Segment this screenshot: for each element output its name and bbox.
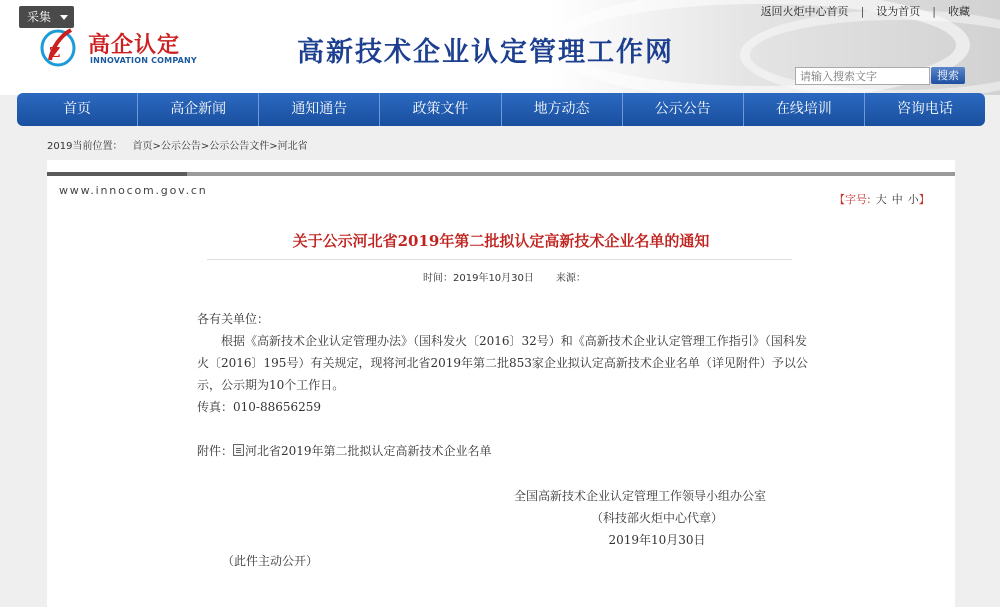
breadcrumb-separator: > bbox=[269, 141, 278, 152]
link-bookmark[interactable]: 收藏 bbox=[948, 5, 970, 18]
attachment bbox=[197, 442, 492, 459]
logo-text: 高企认定 bbox=[88, 33, 181, 58]
article-meta bbox=[423, 269, 586, 284]
fax-line: 传真：010-88656259 bbox=[197, 400, 322, 414]
signature-block bbox=[507, 485, 807, 551]
main-nav bbox=[17, 93, 985, 126]
breadcrumb-notice-files[interactable]: 公示公告文件 bbox=[209, 141, 270, 152]
breadcrumb-home[interactable]: 首页 bbox=[132, 141, 153, 152]
top-links bbox=[761, 3, 970, 19]
link-set-homepage[interactable]: 设为首页 bbox=[876, 5, 921, 18]
breadcrumb-hebei[interactable]: 河北省 bbox=[277, 141, 308, 152]
site-title: 高新技术企业认定管理工作网 bbox=[297, 37, 674, 68]
article-time: 时间：2019年10月30日 bbox=[423, 273, 534, 284]
sign-organization: 全国高新技术企业认定管理工作领导小组办公室 bbox=[514, 489, 767, 503]
article-title: 关于公示河北省2019年第二批拟认定高新技术企业名单的通知 bbox=[292, 232, 710, 250]
chevron-down-icon bbox=[60, 15, 68, 20]
article-body bbox=[197, 308, 812, 418]
article-container bbox=[47, 160, 955, 607]
search-button[interactable]: 搜索 bbox=[931, 67, 965, 84]
logo-emblem-icon bbox=[38, 24, 78, 68]
divider: | bbox=[860, 5, 865, 18]
nav-item-training[interactable]: 在线培训 bbox=[744, 93, 865, 126]
nav-item-notices[interactable]: 通知通告 bbox=[259, 93, 380, 126]
attachment-link[interactable]: 河北省2019年第二批拟认定高新技术企业名单 bbox=[245, 444, 492, 458]
nav-item-hotline[interactable]: 咨询电话 bbox=[896, 101, 953, 117]
sign-date: 2019年10月30日 bbox=[608, 533, 706, 547]
site-logo[interactable] bbox=[38, 24, 198, 72]
site-url: www.innocom.gov.cn bbox=[59, 184, 208, 197]
breadcrumb-public-notice[interactable]: 公示公告 bbox=[160, 141, 201, 152]
breadcrumb-prefix: 2019当前位置： bbox=[47, 141, 123, 152]
font-size-label: 【字号: bbox=[834, 193, 871, 206]
divider bbox=[47, 172, 187, 176]
breadcrumb bbox=[47, 137, 308, 152]
font-size-close: 】 bbox=[918, 193, 930, 206]
nav-item-policy[interactable]: 政策文件 bbox=[380, 93, 501, 126]
nav-item-news[interactable]: 高企新闻 bbox=[138, 93, 259, 126]
nav-item-public-notice[interactable]: 公示公告 bbox=[623, 93, 744, 126]
article-source: 来源： bbox=[555, 273, 586, 284]
font-size-control bbox=[834, 191, 930, 207]
font-size-medium[interactable]: 中 bbox=[891, 193, 903, 206]
search-input[interactable] bbox=[795, 67, 930, 85]
body-paragraph: 根据《高新技术企业认定管理办法》（国科发火〔2016〕32号）和《高新技术企业认定管理工作指引》（国科发火〔2016〕195号）有关规定，现将河北省2019年第二批853家企业拟认定高新技术企业名单（详见附件）予以公示，公示期为10个工作日。 bbox=[197, 334, 808, 392]
salutation: 各有关单位： bbox=[197, 312, 270, 326]
document-icon bbox=[233, 444, 244, 456]
font-size-small[interactable]: 小 bbox=[907, 193, 919, 206]
divider bbox=[207, 259, 792, 260]
sign-seal-note: （科技部火炬中心代章） bbox=[590, 511, 723, 525]
nav-item-local[interactable]: 地方动态 bbox=[502, 93, 623, 126]
font-size-large[interactable]: 大 bbox=[875, 193, 887, 206]
breadcrumb-separator: > bbox=[200, 141, 210, 152]
svg-text:z: z bbox=[49, 38, 61, 62]
nav-item-home[interactable]: 首页 bbox=[17, 93, 138, 126]
breadcrumb-separator: > bbox=[152, 141, 161, 152]
link-torch-center-home[interactable]: 返回火炬中心首页 bbox=[760, 5, 849, 18]
collect-label: 采集 bbox=[27, 10, 52, 24]
divider: | bbox=[932, 5, 936, 18]
attachment-label: 附件： bbox=[197, 444, 234, 458]
logo-subtext: INNOVATION COMPANY bbox=[90, 56, 197, 65]
public-note: （此件主动公开） bbox=[222, 554, 319, 568]
